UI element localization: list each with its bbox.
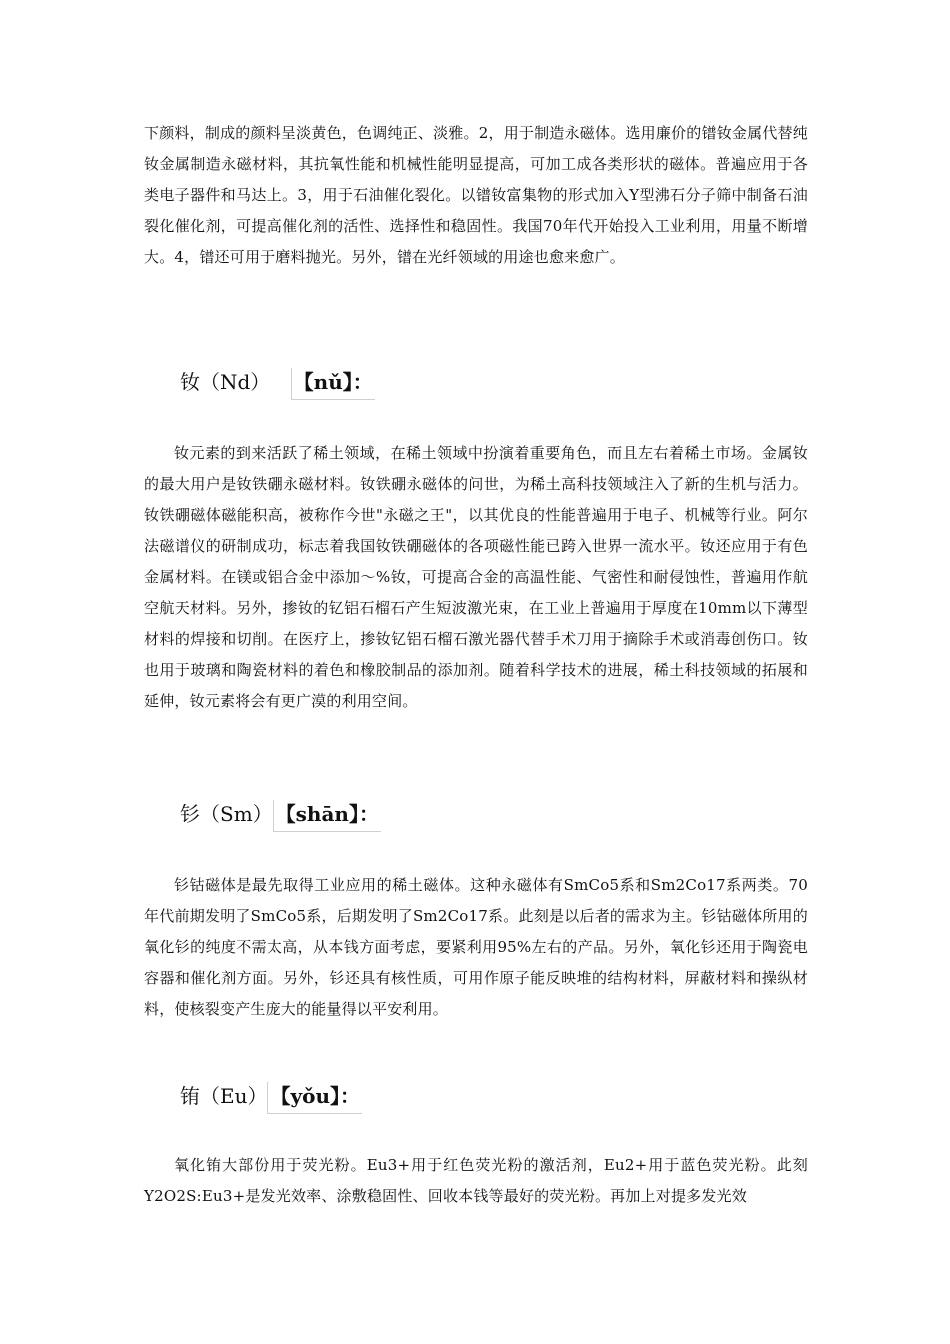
heading-pinyin: 【yǒu】： — [267, 1082, 362, 1114]
paragraph-samarium: 钐钴磁体是最先取得工业应用的稀土磁体。这种永磁体有SmCo5系和Sm2Co17系两类。70年代前期发明了SmCo5系，后期发明了Sm2Co17系。此刻是以后者的需求为主。钐钴磁体所用的氧化钐的纯度不需太高，从本钱方面考虑，要紧利用95%左右的产品。另外，氧化钐还用于陶瓷电容器和催化剂方面。另外，钐还具有核性质，可用作原子能反映堆的结构材料，屏蔽材料和操纵材料，使核裂变产生庞大的能量得以平安利用。 — [144, 876, 808, 1018]
heading-pinyin: 【shān】： — [273, 800, 381, 832]
heading-element-name: 钕（Nd） — [180, 370, 271, 394]
heading-europium — [180, 1082, 362, 1114]
heading-element-name: 铕（Eu） — [180, 1084, 268, 1108]
paragraph-europium: 氧化铕大部份用于荧光粉。Eu3+用于红色荧光粉的激活剂，Eu2+用于蓝色荧光粉。此刻Y2O2S:Eu3+是发光效率、涂敷稳固性、回收本钱等最好的荧光粉。再加上对提多发光效 — [144, 1156, 808, 1205]
paragraph-praseodymium-uses: 下颜料，制成的颜料呈淡黄色，色调纯正、淡雅。2，用于制造永磁体。选用廉价的镨钕金属代替纯钕金属制造永磁材料，其抗氧性能和机械性能明显提高，可加工成各类形状的磁体。普遍应用于各类电子器件和马达上。3，用于石油催化裂化。以镨钕富集物的形式加入Y型沸石分子筛中制备石油裂化催化剂，可提高催化剂的活性、选择性和稳固性。我国70年代开始投入工业利用，用量不断增大。4，镨还可用于磨料抛光。另外，镨在光纤领域的用途也愈来愈广。 — [144, 124, 808, 266]
paragraph-neodymium: 钕元素的到来活跃了稀土领域，在稀土领域中扮演着重要角色，而且左右着稀土市场。金属钕的最大用户是钕铁硼永磁材料。钕铁硼永磁体的问世，为稀土高科技领域注入了新的生机与活力。钕铁硼磁体磁能积高，被称作今世"永磁之王"，以其优良的性能普遍用于电子、机械等行业。阿尔法磁谱仪的研制成功，标志着我国钕铁硼磁体的各项磁性能已跨入世界一流水平。钕还应用于有色金属材料。在镁或铝合金中添加～%钕，可提高合金的高温性能、气密性和耐侵蚀性，普遍用作航空航天材料。另外，掺钕的钇铝石榴石产生短波激光束，在工业上普遍用于厚度在10mm以下薄型材料的焊接和切削。在医疗上，掺钕钇铝石榴石激光器代替手术刀用于摘除手术或消毒创伤口。钕也用于玻璃和陶瓷材料的着色和橡胶制品的添加剂。随着科学技术的进展，稀土科技领域的拓展和延伸，钕元素将会有更广漠的利用空间。 — [144, 444, 808, 710]
heading-neodymium — [180, 368, 375, 400]
heading-pinyin: 【nǔ】： — [291, 368, 375, 400]
heading-element-name: 钐（Sm） — [180, 802, 273, 826]
heading-samarium — [180, 800, 381, 832]
